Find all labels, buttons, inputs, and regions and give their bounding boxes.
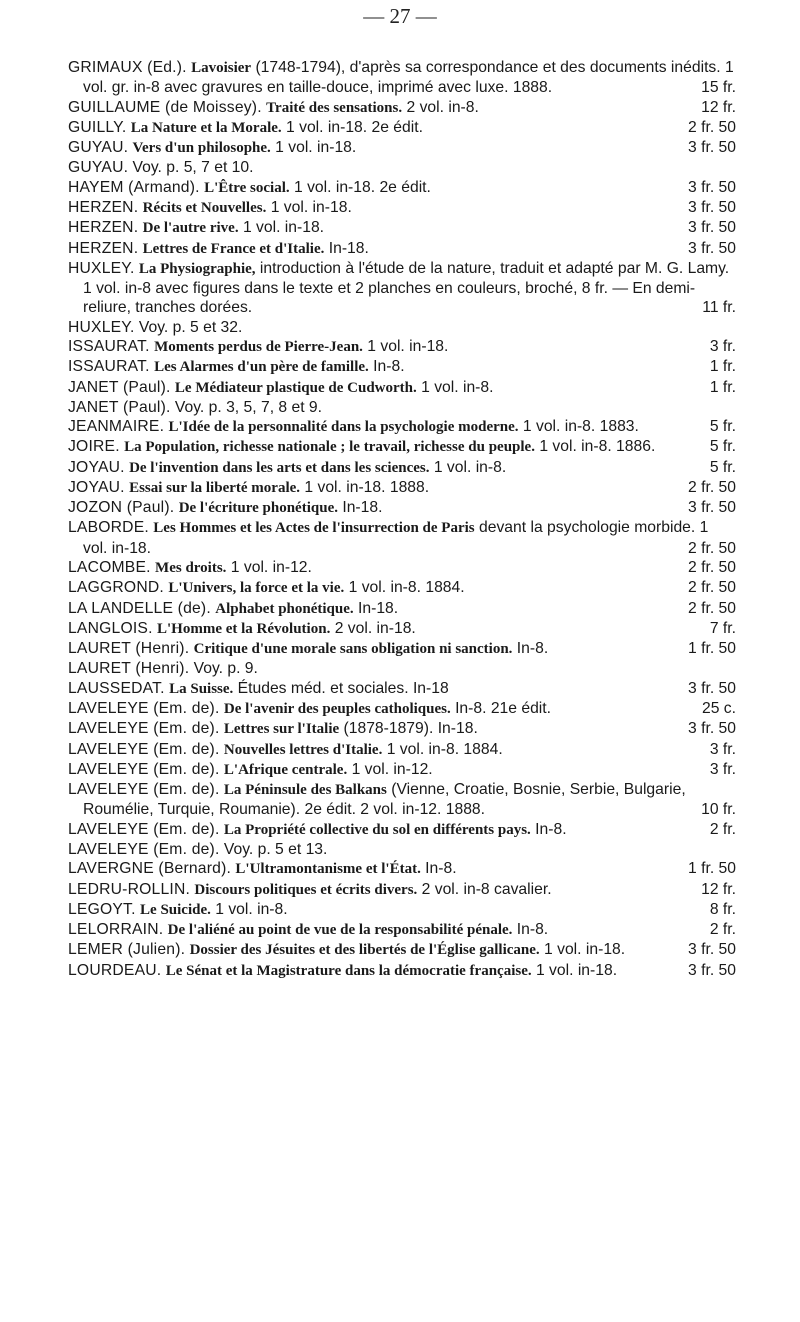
entry-details: 1 vol. in-12. bbox=[351, 760, 433, 778]
entry-details: 1 vol. in-18. 1888. bbox=[304, 478, 430, 496]
entry-title: Les Alarmes d'un père de famille. bbox=[154, 359, 369, 376]
entry-price: 1 fr. 50 bbox=[688, 640, 736, 658]
entry-price: 2 fr. 50 bbox=[688, 599, 736, 617]
entry-author: LEDRU-ROLLIN. bbox=[68, 880, 191, 898]
entry-price: 12 fr. bbox=[701, 98, 736, 116]
entry-author: LA LANDELLE (de). bbox=[68, 599, 211, 617]
entry-author: JOZON (Paul). bbox=[68, 499, 175, 517]
catalog-entry bbox=[68, 900, 736, 920]
catalog-entry bbox=[68, 259, 736, 318]
entry-details: (Vienne, Croatie, Bosnie, Serbie, Bulgarie, Roumélie, Turquie, Roumanie). 2e édit. 2 vol. in-12. 1888. bbox=[83, 781, 686, 819]
entry-details: In-18. bbox=[328, 239, 369, 257]
entry-title: Le Suicide. bbox=[140, 901, 211, 918]
entry-details: In-8. bbox=[535, 820, 567, 838]
catalog-entry bbox=[68, 840, 736, 859]
entry-author: ISSAURAT. bbox=[68, 358, 150, 376]
entry-details: introduction à l'étude de la nature, traduit et adapté par M. G. Lamy. 1 vol. in-8 avec figures dans le texte et 2 planches en couleurs, broché, 8 fr. — En demi-reliure, tranches dorées. bbox=[83, 259, 730, 317]
entry-author: JOYAU. bbox=[68, 458, 125, 476]
entry-author: LAURET (Henri). bbox=[68, 660, 190, 678]
entry-title: L'Idée de la personnalité dans la psychologie moderne. bbox=[168, 419, 519, 436]
entry-author: LAVELEYE (Em. de). bbox=[68, 840, 220, 858]
catalog-entry bbox=[68, 318, 736, 337]
entry-details: Études méd. et sociales. In-18 bbox=[237, 679, 449, 697]
entry-author: ISSAURAT. bbox=[68, 337, 150, 355]
entry-details: Voy. p. 5 et 32. bbox=[138, 318, 243, 336]
entry-price: 7 fr. bbox=[709, 619, 736, 637]
entry-title: De l'écriture phonétique. bbox=[178, 500, 338, 517]
entry-details: Voy. p. 5 et 13. bbox=[223, 840, 328, 858]
entry-details: In-8. bbox=[373, 358, 405, 376]
entry-price: 1 fr. bbox=[709, 358, 736, 376]
entry-title: L'Univers, la force et la vie. bbox=[168, 580, 345, 597]
entry-price: 2 fr. bbox=[709, 820, 736, 838]
entry-details: Voy. p. 9. bbox=[193, 660, 258, 678]
catalog-entry bbox=[68, 58, 736, 98]
entry-price: 3 fr. 50 bbox=[688, 499, 736, 517]
entry-price: 2 fr. bbox=[709, 921, 736, 939]
entry-price: 1 fr. bbox=[709, 378, 736, 396]
catalog-entry bbox=[68, 138, 736, 158]
entry-author: LOURDEAU. bbox=[68, 961, 162, 979]
entry-price: 3 fr. 50 bbox=[688, 139, 736, 157]
catalog-entry bbox=[68, 619, 736, 639]
entry-author: HERZEN. bbox=[68, 239, 139, 257]
entry-price: 2 fr. 50 bbox=[688, 539, 736, 557]
catalog-entry bbox=[68, 719, 736, 739]
entry-details: In-8. bbox=[516, 640, 549, 658]
entry-title: Les Hommes et les Actes de l'insurrection de Paris bbox=[153, 520, 475, 537]
entry-price: 1 fr. 50 bbox=[688, 860, 736, 878]
entry-author: LEGOYT. bbox=[68, 900, 136, 918]
entry-title: Dossier des Jésuites et des libertés de l'Église gallicane. bbox=[189, 942, 540, 959]
entry-title: La Population, richesse nationale ; le travail, richesse du peuple. bbox=[124, 439, 535, 456]
entry-details: Voy. p. 3, 5, 7, 8 et 9. bbox=[174, 398, 323, 416]
entry-author: JEANMAIRE. bbox=[68, 418, 165, 436]
entry-author: LAVELEYE (Em. de). bbox=[68, 740, 220, 758]
entry-author: JANET (Paul). bbox=[68, 378, 171, 396]
catalog-entry bbox=[68, 239, 736, 259]
entry-price: 3 fr. 50 bbox=[688, 941, 736, 959]
entry-title: Lettres de France et d'Italie. bbox=[142, 240, 325, 257]
entry-title: Moments perdus de Pierre-Jean. bbox=[154, 338, 363, 355]
entry-details: In-8. bbox=[516, 921, 549, 939]
entry-title: De l'invention dans les arts et dans les sciences. bbox=[129, 459, 430, 476]
entry-price: 3 fr. 50 bbox=[688, 219, 736, 237]
entry-author: LELORRAIN. bbox=[68, 921, 164, 939]
entry-title: La Nature et la Morale. bbox=[130, 119, 282, 136]
entry-title: De l'aliéné au point de vue de la responsabilité pénale. bbox=[167, 922, 513, 939]
entry-author: LACOMBE. bbox=[68, 559, 151, 577]
entry-author: LAVELEYE (Em. de). bbox=[68, 760, 220, 778]
catalog-entry bbox=[68, 780, 736, 820]
entry-price: 15 fr. bbox=[701, 79, 736, 97]
entry-details: 1 vol. in-18. bbox=[544, 941, 626, 959]
entry-title: Lettres sur l'Italie bbox=[223, 721, 340, 738]
entry-price: 3 fr. 50 bbox=[688, 178, 736, 196]
entry-author: LABORDE. bbox=[68, 519, 149, 537]
entry-details: 1 vol. in-18. bbox=[535, 961, 618, 979]
catalog-entry bbox=[68, 639, 736, 659]
entry-price: 10 fr. bbox=[701, 801, 736, 819]
entry-title: Mes droits. bbox=[155, 560, 227, 577]
entry-details: Voy. p. 5, 7 et 10. bbox=[132, 159, 254, 177]
entry-details: (1748-1794), d'après sa correspondance et des documents inédits. 1 vol. gr. in-8 avec gravures en taille-douce, imprimé avec luxe. 1888. bbox=[83, 59, 734, 97]
catalog-entry bbox=[68, 859, 736, 879]
entry-price: 8 fr. bbox=[709, 900, 736, 918]
entry-details: In-8. 21e édit. bbox=[455, 700, 552, 717]
entry-title: L'Homme et la Révolution. bbox=[157, 620, 331, 637]
catalog-entry bbox=[68, 740, 736, 760]
entry-author: LAVELEYE (Em. de). bbox=[68, 820, 220, 838]
entry-price: 3 fr. 50 bbox=[688, 720, 736, 738]
entry-author: HUXLEY. bbox=[68, 318, 135, 336]
entry-title: La Péninsule des Balkans bbox=[223, 782, 387, 799]
entry-author: LAURET (Henri). bbox=[68, 640, 190, 658]
entry-author: LAGGROND. bbox=[68, 579, 164, 597]
entry-title: L'Être social. bbox=[204, 179, 290, 196]
catalog-entry bbox=[68, 820, 736, 840]
entry-details: 1 vol. in-18. 2e édit. bbox=[286, 118, 423, 136]
catalog-entry bbox=[68, 679, 736, 699]
entry-details: 2 vol. in-18. bbox=[334, 619, 416, 637]
entry-price: 2 fr. 50 bbox=[688, 118, 736, 136]
catalog-entry bbox=[68, 760, 736, 780]
entry-author: LAVERGNE (Bernard). bbox=[68, 860, 232, 878]
entry-details: 2 vol. in-8. bbox=[406, 98, 479, 116]
entry-price: 3 fr. bbox=[709, 337, 736, 355]
entry-title: L'Afrique centrale. bbox=[223, 761, 348, 778]
entry-title: Le Sénat et la Magistrature dans la démocratie française. bbox=[165, 962, 532, 979]
entry-price: 3 fr. bbox=[709, 760, 736, 778]
entry-details: 1 vol. in-8. bbox=[433, 458, 507, 476]
entry-author: JOIRE. bbox=[68, 438, 120, 456]
entry-title: Lavoisier bbox=[191, 60, 252, 76]
entry-author: GUILLY. bbox=[68, 118, 127, 136]
entry-details: 1 vol. in-8. 1883. bbox=[522, 418, 639, 436]
entry-details: 1 vol. in-18. bbox=[367, 337, 449, 355]
entry-title: Essai sur la liberté morale. bbox=[129, 479, 301, 496]
entry-details: devant la psychologie morbide. 1 vol. in-18. bbox=[83, 519, 709, 557]
entry-author: HERZEN. bbox=[68, 219, 139, 237]
catalog-entry bbox=[68, 498, 736, 518]
entry-author: GUYAU. bbox=[68, 159, 129, 177]
catalog-entry bbox=[68, 357, 736, 377]
entry-details: 1 vol. in-18. bbox=[242, 219, 325, 237]
entry-author: HAYEM (Armand). bbox=[68, 178, 200, 196]
entry-details: In-8. bbox=[425, 860, 457, 878]
entry-author: LANGLOIS. bbox=[68, 619, 153, 637]
catalog-entry bbox=[68, 417, 736, 437]
catalog-entry bbox=[68, 198, 736, 218]
entry-title: Nouvelles lettres d'Italie. bbox=[223, 741, 383, 758]
catalog-entry bbox=[68, 437, 736, 457]
entry-title: La Propriété collective du sol en différents pays. bbox=[223, 821, 531, 838]
entry-title: Vers d'un philosophe. bbox=[132, 140, 271, 157]
catalog-entry bbox=[68, 558, 736, 578]
entry-title: Le Médiateur plastique de Cudworth. bbox=[174, 379, 417, 396]
entry-title: Critique d'une morale sans obligation ni sanction. bbox=[193, 641, 513, 658]
entry-price: 5 fr. bbox=[709, 458, 736, 476]
entry-title: De l'autre rive. bbox=[142, 220, 239, 237]
entry-details: 1 vol. in-8. bbox=[421, 378, 494, 396]
catalog-entry bbox=[68, 98, 736, 118]
entry-title: Récits et Nouvelles. bbox=[142, 199, 267, 216]
entry-price: 3 fr. 50 bbox=[688, 239, 736, 257]
catalog-entry bbox=[68, 337, 736, 357]
entry-author: HUXLEY. bbox=[68, 259, 135, 277]
entry-details: 1 vol. in-18. 2e édit. bbox=[293, 178, 431, 196]
entry-price: 11 fr. bbox=[702, 299, 736, 317]
catalog-entry bbox=[68, 458, 736, 478]
entry-author: LAVELEYE (Em. de). bbox=[68, 781, 220, 799]
catalog-entry bbox=[68, 920, 736, 940]
entry-price: 3 fr. 50 bbox=[688, 679, 736, 697]
catalog-entry bbox=[68, 178, 736, 198]
entry-title: De l'avenir des peuples catholiques. bbox=[223, 701, 451, 717]
catalog-entry bbox=[68, 218, 736, 238]
entry-author: GUYAU. bbox=[68, 139, 129, 157]
entry-price: 2 fr. 50 bbox=[688, 478, 736, 496]
entry-price: 2 fr. 50 bbox=[688, 559, 736, 577]
entry-title: Traité des sensations. bbox=[266, 99, 403, 116]
entry-details: 1 vol. in-8. 1884. bbox=[386, 740, 503, 758]
catalog-entry bbox=[68, 699, 736, 719]
catalog-entry bbox=[68, 578, 736, 598]
entry-details: In-18. bbox=[342, 499, 383, 517]
catalog-entry bbox=[68, 940, 736, 960]
entry-title: Discours politiques et écrits divers. bbox=[194, 881, 418, 898]
entry-author: LAUSSEDAT. bbox=[68, 679, 165, 697]
catalog-entry bbox=[68, 659, 736, 678]
entry-title: La Suisse. bbox=[169, 680, 234, 697]
catalog-list bbox=[68, 58, 736, 981]
entry-price: 3 fr. bbox=[709, 740, 736, 758]
entry-author: LEMER (Julien). bbox=[68, 941, 186, 959]
entry-price: 5 fr. bbox=[709, 418, 736, 436]
catalog-entry bbox=[68, 880, 736, 900]
entry-price: 25 c. bbox=[701, 700, 736, 717]
entry-title: L'Ultramontanisme et l'État. bbox=[235, 861, 421, 878]
entry-details: 1 vol. in-8. bbox=[215, 900, 288, 918]
entry-price: 12 fr. bbox=[701, 880, 736, 898]
entry-title: La Physiographie, bbox=[138, 260, 256, 277]
entry-price: 3 fr. 50 bbox=[688, 961, 736, 979]
entry-details: 1 vol. in-12. bbox=[230, 559, 312, 577]
entry-price: 2 fr. 50 bbox=[688, 579, 736, 597]
entry-price: 3 fr. 50 bbox=[688, 198, 736, 216]
entry-author: JANET (Paul). bbox=[68, 398, 171, 416]
catalog-entry bbox=[68, 158, 736, 177]
catalog-entry bbox=[68, 599, 736, 619]
entry-author: GUILLAUME (de Moissey). bbox=[68, 98, 262, 116]
entry-details: 1 vol. in-18. bbox=[270, 198, 352, 216]
catalog-entry bbox=[68, 378, 736, 398]
page-number: — 27 — bbox=[363, 4, 437, 28]
catalog-entry bbox=[68, 398, 736, 417]
entry-details: 1 vol. in-8. 1884. bbox=[348, 579, 465, 597]
entry-author: LAVELEYE (Em. de). bbox=[68, 700, 220, 717]
entry-author: LAVELEYE (Em. de). bbox=[68, 720, 220, 738]
entry-author: HERZEN. bbox=[68, 198, 139, 216]
catalog-entry bbox=[68, 518, 736, 558]
entry-price: 5 fr. bbox=[709, 438, 736, 456]
entry-details: 1 vol. in-8. 1886. bbox=[539, 438, 656, 456]
entry-details: 2 vol. in-8 cavalier. bbox=[421, 880, 552, 898]
catalog-entry bbox=[68, 118, 736, 138]
entry-title: Alphabet phonétique. bbox=[215, 600, 354, 617]
entry-details: (1878-1879). In-18. bbox=[343, 720, 478, 738]
entry-details: 1 vol. in-18. bbox=[275, 139, 357, 157]
catalog-entry bbox=[68, 961, 736, 981]
entry-author: JOYAU. bbox=[68, 478, 125, 496]
catalog-entry bbox=[68, 478, 736, 498]
entry-details: In-18. bbox=[358, 599, 399, 617]
entry-author: GRIMAUX (Ed.). bbox=[68, 59, 187, 76]
